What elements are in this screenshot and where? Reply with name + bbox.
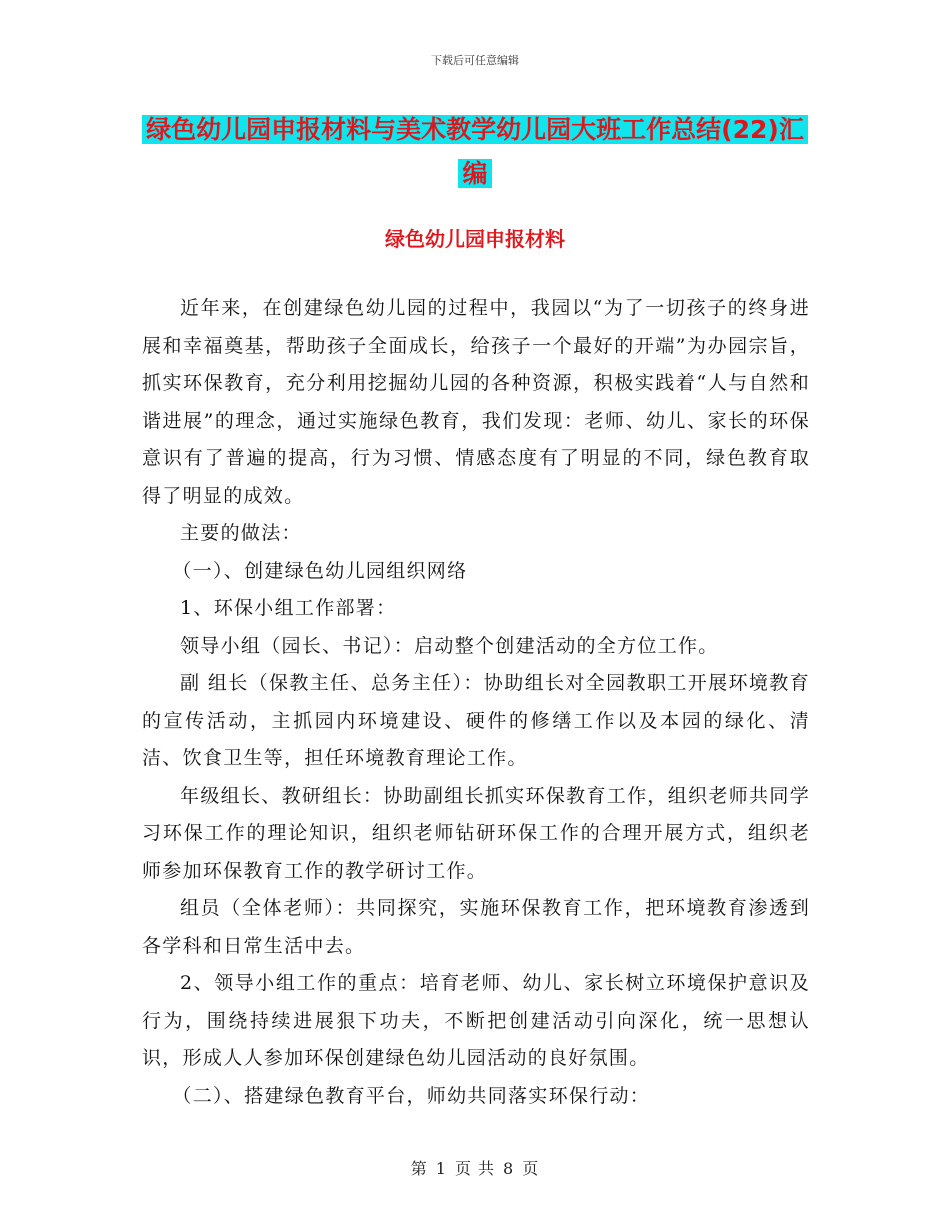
paragraph-intro: 近年来，在创建绿色幼儿园的过程中，我园以“为了一切孩子的终身进展和幸福奠基，帮助孩子全面成长，给孩子一个最好的开端”为办园宗旨，抓实环保教育，充分利用挖掘幼儿园的各种资源，积极实践着“人与自然和谐进展”的理念，通过实施绿色教育，我们发现：老师、幼儿、家长的环保意识有了普遍的提高，行为习惯、情感态度有了明显的不同，绿色教育取得了明显的成效。 <box>142 297 810 507</box>
paragraph-item-1: 1、环保小组工作部署： <box>180 597 397 619</box>
paragraph-item-2: 2、领导小组工作的重点：培育老师、幼儿、家长树立环境保护意识及行为，围绕持续进展狠下功夫，不断把创建活动引向深化，统一思想认识，形成人人参加环保创建绿色幼儿园活动的良好氛围。 <box>142 972 810 1069</box>
section-heading: 绿色幼儿园申报材料 <box>385 227 565 251</box>
paragraph-leader-group: 领导小组（园长、书记）：启动整个创建活动的全方位工作。 <box>180 634 719 657</box>
paragraph-subheading-1: （一）、创建绿色幼儿园组织网络 <box>172 559 468 582</box>
page-total: 8 <box>503 1159 515 1178</box>
page-suffix: 页 <box>522 1159 540 1178</box>
paragraph-grade-leader: 年级组长、教研组长：协助副组长抓实环保教育工作，组织老师共同学习环保工作的理论知识，组织老师钻研环保工作的合理开展方式，组织老师参加环保教育工作的教学研讨工作。 <box>142 784 810 882</box>
paragraph-main-methods: 主要的做法： <box>180 522 302 544</box>
page-prefix: 第 <box>410 1159 428 1178</box>
paragraph-subheading-2: （二）、搭建绿色教育平台，师幼共同落实环保行动： <box>172 1084 651 1107</box>
document-title-text: 绿色幼儿园申报材料与美术教学幼儿园大班工作总结(22)汇编 <box>142 115 808 188</box>
paragraph-members: 组员（全体老师）：共同探究，实施环保教育工作，把环境教育渗透到各学科和日常生活中去。 <box>142 897 810 957</box>
page-number: 1 <box>435 1159 447 1178</box>
document-title <box>140 108 810 196</box>
document-body <box>142 290 810 1115</box>
paragraph-deputy-leader: 副 组长（保教主任、总务主任）：协助组长对全园教职工开展环境教育的宣传活动，主抓园内环境建设、硬件的修缮工作以及本园的绿化、清洁、饮食卫生等，担任环境教育理论工作。 <box>142 672 810 769</box>
header-note: 下载后可任意编辑 <box>431 54 519 67</box>
page-footer <box>0 1156 950 1179</box>
page-middle: 页 共 <box>454 1159 496 1178</box>
